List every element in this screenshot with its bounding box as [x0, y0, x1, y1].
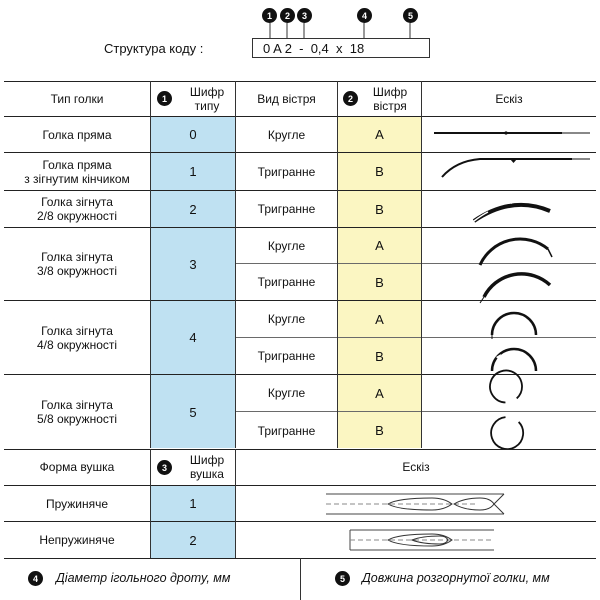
code-structure-label: Структура коду : — [104, 41, 204, 56]
point-code-value: A — [375, 127, 384, 142]
eye-shape-label: Непружиняче — [39, 533, 115, 547]
code-structure-value: 0 A 2 - 0,4 x 18 — [252, 38, 430, 58]
needle-length-marker-badge: 5 — [335, 571, 350, 586]
needle-sketches — [422, 117, 596, 449]
header-eye-sketch: Ескіз — [402, 460, 430, 474]
marker-1-badge: 1 — [262, 8, 277, 23]
wire-diameter-label: Діаметр ігольного дроту, мм — [56, 571, 231, 585]
arc-4-8-round-needle-sketch — [492, 313, 536, 339]
type-code-marker-badge: 1 — [157, 91, 172, 106]
needle-type-label: Голка зігнута 2/8 окружності — [36, 195, 118, 223]
wire-diameter-marker-badge: 4 — [28, 571, 43, 586]
arc-5-8-round-needle-sketch — [485, 366, 526, 406]
bent-tip-needle-sketch — [442, 159, 590, 177]
eye-code-marker-badge: 3 — [157, 460, 172, 475]
marker-3-badge: 3 — [297, 8, 312, 23]
arc-3-8-round-needle-sketch — [480, 234, 552, 265]
marker-4-badge: 4 — [357, 8, 372, 23]
non-spring-eye-sketch — [350, 530, 494, 550]
needle-length-label: Довжина розгорнутої голки, мм — [362, 571, 550, 585]
type-code-value: 2 — [189, 201, 197, 217]
point-type-label: Кругле — [267, 127, 306, 142]
type-code-value: 4 — [189, 330, 197, 345]
point-type-label: Тригранне — [257, 349, 316, 363]
point-type-label: Тригранне — [257, 164, 316, 179]
header-point-type: Вид вістря — [257, 91, 316, 106]
point-code-value: A — [375, 311, 384, 327]
header-eye-code: Шифр вушка — [189, 453, 225, 481]
header-eye-shape: Форма вушка — [39, 460, 115, 474]
point-code-value: B — [375, 274, 384, 290]
arc-4-8-triangular-needle-sketch — [492, 349, 536, 371]
marker-5-badge: 5 — [403, 8, 418, 23]
point-code-value: B — [375, 423, 384, 438]
eye-shape-label: Пружиняче — [45, 496, 109, 511]
point-code-value: A — [375, 238, 384, 253]
header-type-code: Шифр типу — [189, 84, 225, 113]
arc-2-8-needle-sketch — [474, 200, 550, 221]
straight-needle-sketch — [434, 131, 590, 134]
needle-type-label: Голка зігнута 5/8 окружності — [36, 398, 118, 426]
point-code-value: B — [375, 164, 384, 179]
eye-code-value: 2 — [189, 532, 197, 548]
type-code-value: 1 — [189, 164, 197, 179]
point-type-label: Кругле — [267, 238, 306, 253]
type-code-value: 3 — [189, 256, 197, 272]
marker-2-badge: 2 — [280, 8, 295, 23]
arc-3-8-triangular-needle-sketch — [480, 271, 550, 303]
header-needle-type: Тип голки — [50, 91, 104, 106]
eye-sketches — [236, 486, 596, 558]
point-code-marker-badge: 2 — [343, 91, 358, 106]
point-code-value: B — [375, 348, 384, 364]
needle-type-label: Голка зігнута 3/8 окружності — [36, 250, 118, 278]
header-sketch: Ескіз — [495, 91, 523, 106]
point-type-label: Тригранне — [257, 202, 316, 216]
point-type-label: Кругле — [267, 312, 306, 326]
spring-eye-sketch — [326, 494, 504, 514]
arc-5-8-triangular-needle-sketch — [487, 414, 527, 449]
point-type-label: Тригранне — [257, 423, 316, 438]
eye-code-value: 1 — [189, 496, 197, 511]
point-code-value: A — [375, 385, 384, 401]
needle-type-label: Голка пряма з зігнутим кінчиком — [24, 157, 130, 186]
point-code-value: B — [375, 201, 384, 217]
point-type-label: Кругле — [267, 386, 306, 400]
type-code-value: 5 — [189, 404, 197, 420]
header-point-code: Шифр вістря — [372, 84, 408, 113]
needle-type-label: Голка зігнута 4/8 окружності — [36, 323, 118, 352]
type-code-value: 0 — [189, 127, 197, 142]
needle-type-label: Голка пряма — [42, 127, 112, 142]
point-type-label: Тригранне — [257, 275, 316, 289]
